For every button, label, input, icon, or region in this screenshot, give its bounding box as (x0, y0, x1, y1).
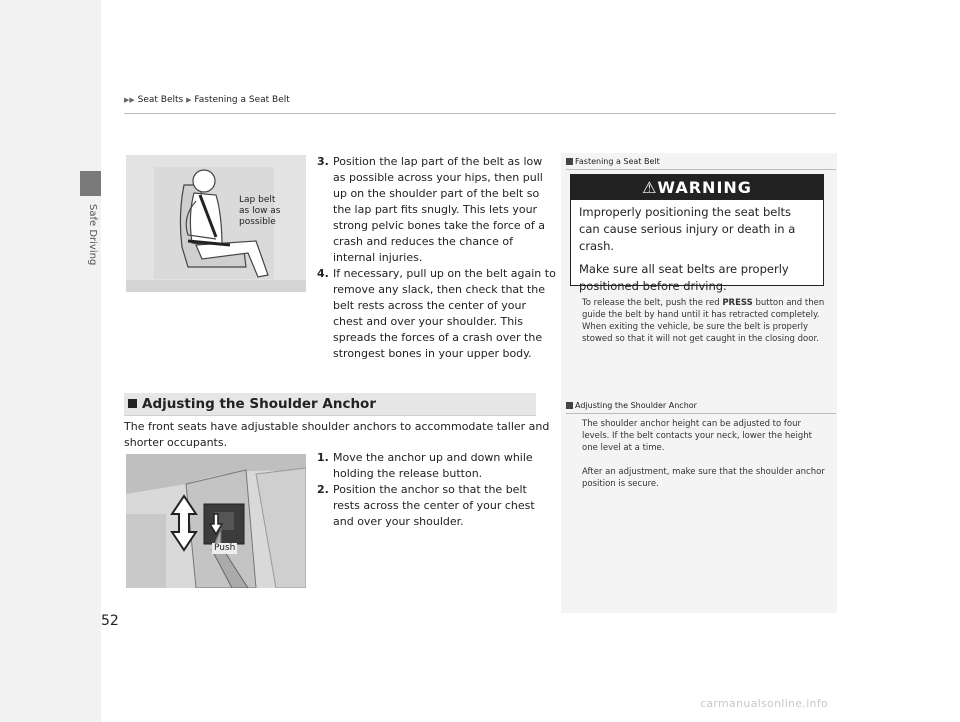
exiting-vehicle-note: When exiting the vehicle, be sure the belt is properly stowed so that it will not get caught in the closing door. (582, 322, 819, 344)
warning-title: WARNING (657, 178, 752, 197)
lap-belt-label-line3: possible (239, 217, 276, 227)
warning-text-1: Improperly positioning the seat belts can cause serious injury or death in a crash. (579, 205, 796, 253)
step-1-text: Move the anchor up and down while holding the release button. (333, 451, 533, 480)
section-square-icon (128, 399, 137, 408)
step-2-number: 2. (317, 483, 329, 496)
note-reference-icon (566, 158, 573, 165)
warning-title-bar (571, 175, 823, 200)
press-button-word: PRESS (722, 298, 753, 308)
step-2-text: Position the anchor so that the belt rests across the center of your chest and over your shoulder. (333, 483, 535, 528)
note-heading-fastening (566, 157, 660, 166)
warning-box (570, 174, 824, 293)
note-reference-icon-2 (566, 402, 573, 409)
release-text-end: button and then guide the belt by hand until it has retracted completely. (582, 298, 825, 320)
shoulder-anchor-figure (126, 454, 306, 588)
note-heading-fastening-text: Fastening a Seat Belt (575, 157, 660, 166)
seat-belt-figure (126, 155, 306, 292)
header-divider (124, 113, 836, 114)
step-4-number: 4. (317, 267, 329, 280)
steps-fastening (317, 154, 557, 362)
note-divider-2 (566, 413, 836, 414)
anchor-illustration (126, 454, 306, 588)
side-label-container (86, 204, 100, 274)
warning-text-2: Make sure all seat belts are properly positioned before driving. (579, 262, 789, 293)
step-2 (317, 482, 557, 530)
footer-watermark: carmanualsonline.info (700, 697, 829, 710)
release-instructions (582, 297, 830, 345)
steps-anchor (317, 450, 557, 530)
step-3-number: 3. (317, 155, 329, 168)
note-heading-anchor-text: Adjusting the Shoulder Anchor (575, 401, 697, 410)
step-4 (317, 266, 557, 362)
lap-belt-label-line2: as low as (239, 206, 281, 216)
section-title-text: Adjusting the Shoulder Anchor (142, 396, 376, 412)
anchor-note-1: The shoulder anchor height can be adjusted to four levels. If the belt contacts your neck, lower the height one level at a time. (582, 419, 812, 453)
push-label: Push (214, 543, 236, 553)
breadcrumb-separator-icon: ▶ (186, 96, 192, 104)
anchor-note-2: After an adjustment, make sure that the shoulder anchor position is secure. (582, 467, 825, 489)
note-divider-1 (566, 169, 836, 170)
release-text-start: To release the belt, push the red (582, 298, 723, 308)
lap-belt-label (239, 195, 281, 228)
side-section-label: Safe Driving (87, 204, 98, 266)
breadcrumb-item-seat-belts[interactable]: Seat Belts (137, 95, 184, 105)
side-bar (0, 0, 101, 722)
section-title (128, 396, 376, 412)
note-heading-anchor (566, 401, 697, 410)
step-3 (317, 154, 557, 266)
step-1-number: 1. (317, 451, 329, 464)
lap-belt-label-line1: Lap belt (239, 195, 276, 205)
page-number: 52 (101, 613, 119, 629)
section-intro: The front seats have adjustable shoulder anchors to accommodate taller and shorter occupants. (124, 420, 550, 449)
breadcrumb-arrow-icon: ▶▶ (124, 96, 135, 104)
warning-triangle-icon: ⚠ (642, 178, 658, 197)
section-tab-marker (80, 171, 101, 196)
anchor-notes (582, 418, 830, 490)
breadcrumb (124, 95, 290, 105)
step-4-text: If necessary, pull up on the belt again to remove any slack, then check that the belt rests across the center of your chest and over your shoulder. This spreads the forces of a crash over the strongest bones in your upper body. (333, 267, 556, 360)
breadcrumb-item-fastening[interactable]: Fastening a Seat Belt (194, 95, 290, 105)
step-3-text: Position the lap part of the belt as low as possible across your hips, then pull up on the shoulder part of the belt so the lap part fits snugly. This lets your strong pelvic bones take the force of a crash and reduces the chance of internal injuries. (333, 155, 545, 264)
step-1 (317, 450, 557, 482)
